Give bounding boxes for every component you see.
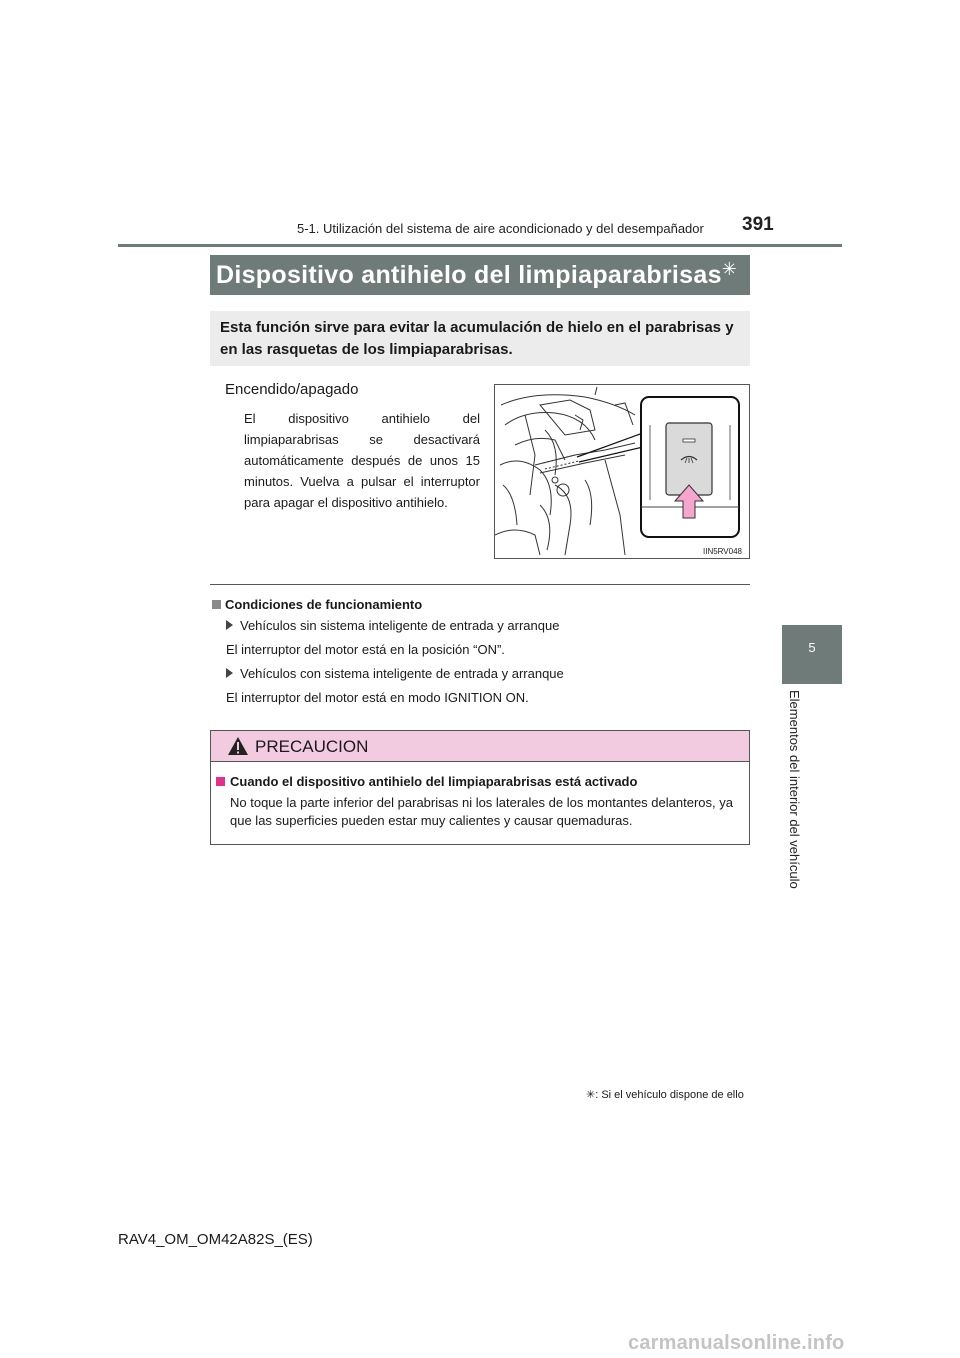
condition-text: El interruptor del motor está en modo IGNITION ON. (226, 690, 529, 705)
asterisk-icon: ✳ (586, 1089, 596, 1101)
condition-case-text: Vehículos sin sistema inteligente de entrada y arranque (240, 618, 560, 633)
watermark: carmanualsonline.info (628, 1332, 845, 1354)
condition-case (226, 618, 559, 633)
caution-label: PRECAUCION (255, 737, 369, 756)
condition-case-text: Vehículos con sistema inteligente de entrada y arranque (240, 666, 564, 681)
triangle-bullet-icon (226, 620, 233, 630)
chapter-number: 5 (808, 640, 816, 655)
caution-header (211, 731, 749, 762)
onoff-label: Encendido/apagado (225, 381, 359, 398)
asterisk-icon: ✳ (721, 259, 738, 279)
conditions-title (212, 597, 422, 612)
figure-code: IIN5RV048 (703, 547, 742, 556)
defroster-switch-illustration (494, 384, 750, 559)
conditions-title-text: Condiciones de funcionamiento (225, 597, 423, 612)
footnote (586, 1088, 744, 1101)
caution-title (216, 774, 637, 789)
condition-text: El interruptor del motor está en la posición “ON”. (226, 642, 505, 657)
caution-text: No toque la parte inferior del parabrisas ni los laterales de los montantes delanteros, ya que las superficies pueden estar muy calientes y causar quemaduras. (230, 795, 733, 828)
footnote-text: : Si el vehículo dispone de ello (595, 1089, 744, 1101)
caution-box (210, 730, 750, 845)
chapter-title: Elementos del interior del vehículo (787, 690, 802, 889)
warning-triangle-icon (227, 736, 249, 756)
manual-code: RAV4_OM_OM42A82S_(ES) (118, 1231, 313, 1248)
onoff-description: El dispositivo antihielo del limpiaparabrisas se desactivará automáticamente después de unos 15 minutos. Vuelva a pulsar el interruptor para apagar el dispositivo antihielo. (244, 411, 480, 510)
header-rule (118, 244, 842, 247)
caution-title-text: Cuando el dispositivo antihielo del limpiaparabrisas está activado (230, 774, 638, 789)
intro-box: Esta función sirve para evitar la acumulación de hielo en el parabrisas y en las rasquetas de los limpiaparabrisas. (210, 311, 750, 366)
square-bullet-icon (212, 600, 221, 609)
page-title-text: Dispositivo antihielo del limpiaparabrisas (216, 261, 722, 289)
page-title (210, 255, 750, 295)
condition-case (226, 666, 564, 681)
square-bullet-icon (216, 777, 225, 786)
page-number: 391 (742, 214, 774, 235)
dashboard-drawing (495, 385, 750, 559)
section-header: 5-1. Utilización del sistema de aire acondicionado y del desempañador (297, 221, 704, 236)
triangle-bullet-icon (226, 668, 233, 678)
section-divider (210, 584, 750, 585)
